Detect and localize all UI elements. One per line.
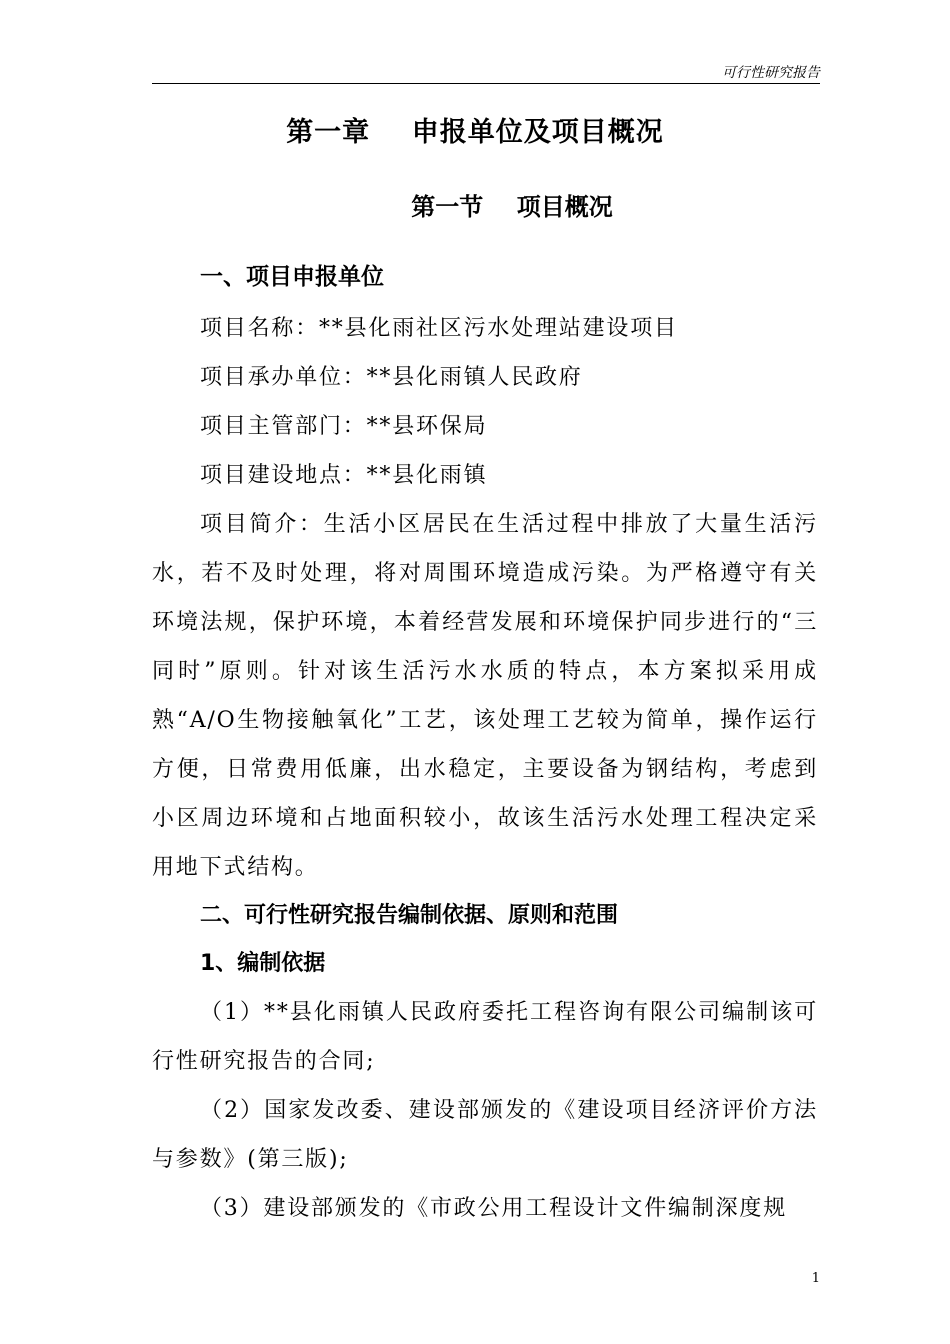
- paragraph-host-unit: 项目承办单位：**县化雨镇人民政府: [200, 365, 583, 390]
- paragraph-basis-2: （2）国家发改委、建设部颁发的《建设项目经济评价方法与参数》(第三版);: [152, 1098, 818, 1172]
- paragraph-intro: 项目简介：生活小区居民在生活过程中排放了大量生活污水，若不及时处理，将对周围环境造成污染。为严格遵守有关环境法规，保护环境，本着经营发展和环境保护同步进行的“三同时”原则。针对该生活污水水质的特点，本方案拟采用成熟“A/O生物接触氧化”工艺，该处理工艺较为简单，操作运行方便，日常费用低廉，出水稳定，主要设备为钢结构，考虑到小区周边环境和占地面积较小，故该生活污水处理工程决定采用地下式结构。: [152, 512, 818, 880]
- document-body: [152, 258, 818, 1233]
- chapter-title: 第一章 申报单位及项目概况: [286, 117, 664, 148]
- paragraph-basis-3: （3）建设部颁发的《市政公用工程设计文件编制深度规: [200, 1196, 787, 1221]
- heading-basis-principles: 二、可行性研究报告编制依据、原则和范围: [200, 903, 619, 928]
- section-title: 第一节 项目概况: [411, 193, 613, 221]
- paragraph-location: 项目建设地点：**县化雨镇: [200, 463, 488, 488]
- page-number: 1: [811, 1271, 820, 1286]
- paragraph-basis-1: （1）**县化雨镇人民政府委托工程咨询有限公司编制该可行性研究报告的合同;: [152, 1000, 818, 1074]
- heading-project-unit: 一、项目申报单位: [200, 264, 384, 290]
- paragraph-supervisor: 项目主管部门：**县环保局: [200, 414, 488, 439]
- heading-compilation-basis: 1、编制依据: [200, 951, 326, 976]
- header-rule: [152, 83, 820, 84]
- paragraph-project-name: 项目名称：**县化雨社区污水处理站建设项目: [200, 316, 678, 341]
- running-header: 可行性研究报告: [722, 65, 820, 81]
